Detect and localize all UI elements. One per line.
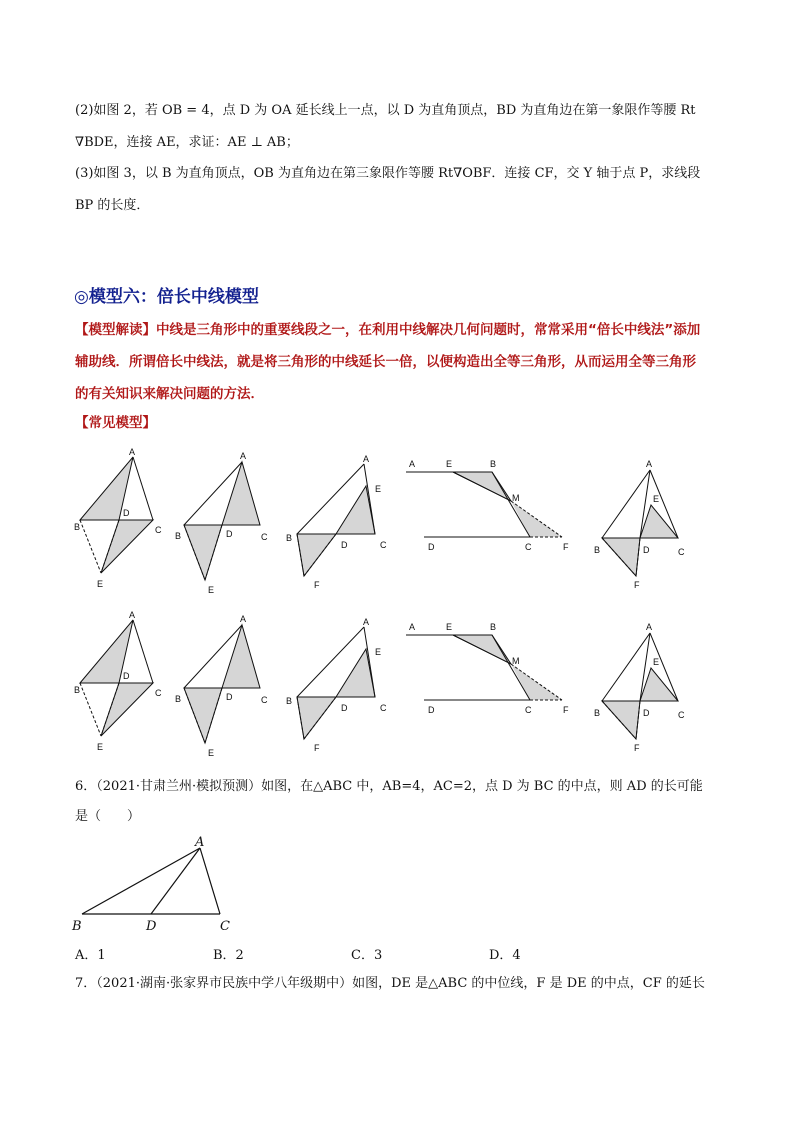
label-c: C	[380, 703, 387, 713]
label-d: D	[428, 705, 435, 715]
label-d: D	[226, 692, 233, 702]
label-a: A	[240, 451, 247, 461]
label-b: B	[490, 622, 497, 632]
q6-triangle-figure	[60, 832, 250, 937]
label-c: C	[525, 705, 532, 715]
model-intro-line2: 辅助线．所谓倍长中线法，就是将三角形的中线延长一倍，以便构造出全等三角形，从而运用全等三角形	[75, 354, 696, 370]
label-b: B	[490, 459, 497, 469]
label-d: D	[428, 542, 435, 552]
label-b: B	[74, 685, 81, 695]
model-figure-1	[74, 447, 162, 589]
label-b: B	[175, 694, 182, 704]
q6-option-a[interactable]: A．1	[75, 948, 106, 963]
model-figure-5	[594, 459, 685, 590]
label-b: B	[74, 522, 81, 532]
label-c: C	[525, 542, 532, 552]
label-e: E	[208, 748, 215, 758]
model-intro-line1: 【模型解读】中线是三角形中的重要线段之一，在利用中线解决几何问题时，常常采用“倍长中线法”添加	[75, 322, 701, 338]
label-e: E	[446, 459, 453, 469]
label-a: A	[646, 622, 653, 632]
model-figure-5	[594, 622, 685, 753]
label-a: A	[363, 454, 370, 464]
common-models-heading: 【常见模型】	[75, 415, 156, 431]
label-m: M	[512, 656, 520, 666]
model-intro-line3: 的有关知识来解决问题的方法．	[75, 386, 264, 402]
label-e: E	[446, 622, 453, 632]
label-e: E	[97, 579, 104, 589]
label-e: E	[375, 647, 382, 657]
q6-stem-line1: 6．（2021·甘肃兰州·模拟预测）如图，在△ABC 中，AB=4，AC=2，点 D 为 BC 的中点，则 AD 的长可能	[75, 779, 703, 794]
q6-option-d[interactable]: D．4	[489, 948, 521, 963]
label-e: E	[208, 585, 215, 595]
label-e: E	[97, 742, 104, 752]
label-f: F	[563, 542, 569, 552]
label-d: D	[643, 545, 650, 555]
section-title: ◎模型六：倍长中线模型	[74, 287, 259, 307]
label-b: B	[72, 919, 82, 934]
label-b: B	[286, 696, 293, 706]
label-b: B	[594, 545, 601, 555]
q5-part3-line1: (3)如图 3，以 B 为直角顶点，OB 为直角边在第三象限作等腰 Rt∇OBF．连接 CF，交 Y 轴于点 P，求线段	[75, 166, 701, 181]
q5-part2-line1: (2)如图 2，若 OB = 4，点 D 为 OA 延长线上一点，以 D 为直角顶点，BD 为直角边在第一象限作等腰 Rt	[75, 103, 696, 118]
model-figure-4	[406, 622, 569, 715]
label-f: F	[634, 743, 640, 753]
model-figures-row-2	[0, 603, 794, 763]
label-c: C	[678, 710, 685, 720]
label-c: C	[155, 525, 162, 535]
label-a: A	[129, 447, 136, 457]
label-a: A	[195, 835, 205, 850]
label-c: C	[220, 919, 230, 934]
label-f: F	[314, 743, 320, 753]
label-e: E	[653, 657, 660, 667]
label-d: D	[123, 508, 130, 518]
label-a: A	[409, 459, 416, 469]
q6-option-c[interactable]: C．3	[351, 948, 383, 963]
label-f: F	[563, 705, 569, 715]
model-figure-4	[406, 459, 569, 552]
label-d: D	[226, 529, 233, 539]
label-d: D	[146, 919, 157, 934]
label-a: A	[409, 622, 416, 632]
label-b: B	[175, 531, 182, 541]
q6-stem-line2: 是（ ）	[75, 809, 141, 824]
q5-part2-line2: ∇BDE，连接 AE，求证：AE ⊥ AB；	[75, 135, 299, 150]
label-a: A	[646, 459, 653, 469]
label-b: B	[594, 708, 601, 718]
model-figure-2	[175, 451, 268, 595]
q6-options	[75, 944, 627, 963]
label-m: M	[512, 493, 520, 503]
label-c: C	[261, 532, 268, 542]
label-a: A	[363, 617, 370, 627]
label-d: D	[341, 540, 348, 550]
q7-stem-line1: 7．（2021·湖南·张家界市民族中学八年级期中）如图，DE 是△ABC 的中位线，F 是 DE 的中点，CF 的延长	[75, 976, 705, 991]
label-a: A	[129, 610, 136, 620]
label-e: E	[653, 494, 660, 504]
label-c: C	[155, 688, 162, 698]
model-figures-row-1	[0, 440, 794, 600]
model-figure-3	[286, 454, 387, 590]
model-figure-1	[74, 610, 162, 752]
label-f: F	[634, 580, 640, 590]
label-d: D	[123, 671, 130, 681]
label-c: C	[678, 547, 685, 557]
label-a: A	[240, 614, 247, 624]
label-d: D	[341, 703, 348, 713]
label-c: C	[261, 695, 268, 705]
label-d: D	[643, 708, 650, 718]
label-c: C	[380, 540, 387, 550]
label-e: E	[375, 484, 382, 494]
model-figure-3	[286, 617, 387, 753]
model-figure-2	[175, 614, 268, 758]
q5-part3-line2: BP 的长度．	[75, 198, 150, 213]
q6-option-b[interactable]: B．2	[213, 948, 244, 963]
label-f: F	[314, 580, 320, 590]
label-b: B	[286, 533, 293, 543]
